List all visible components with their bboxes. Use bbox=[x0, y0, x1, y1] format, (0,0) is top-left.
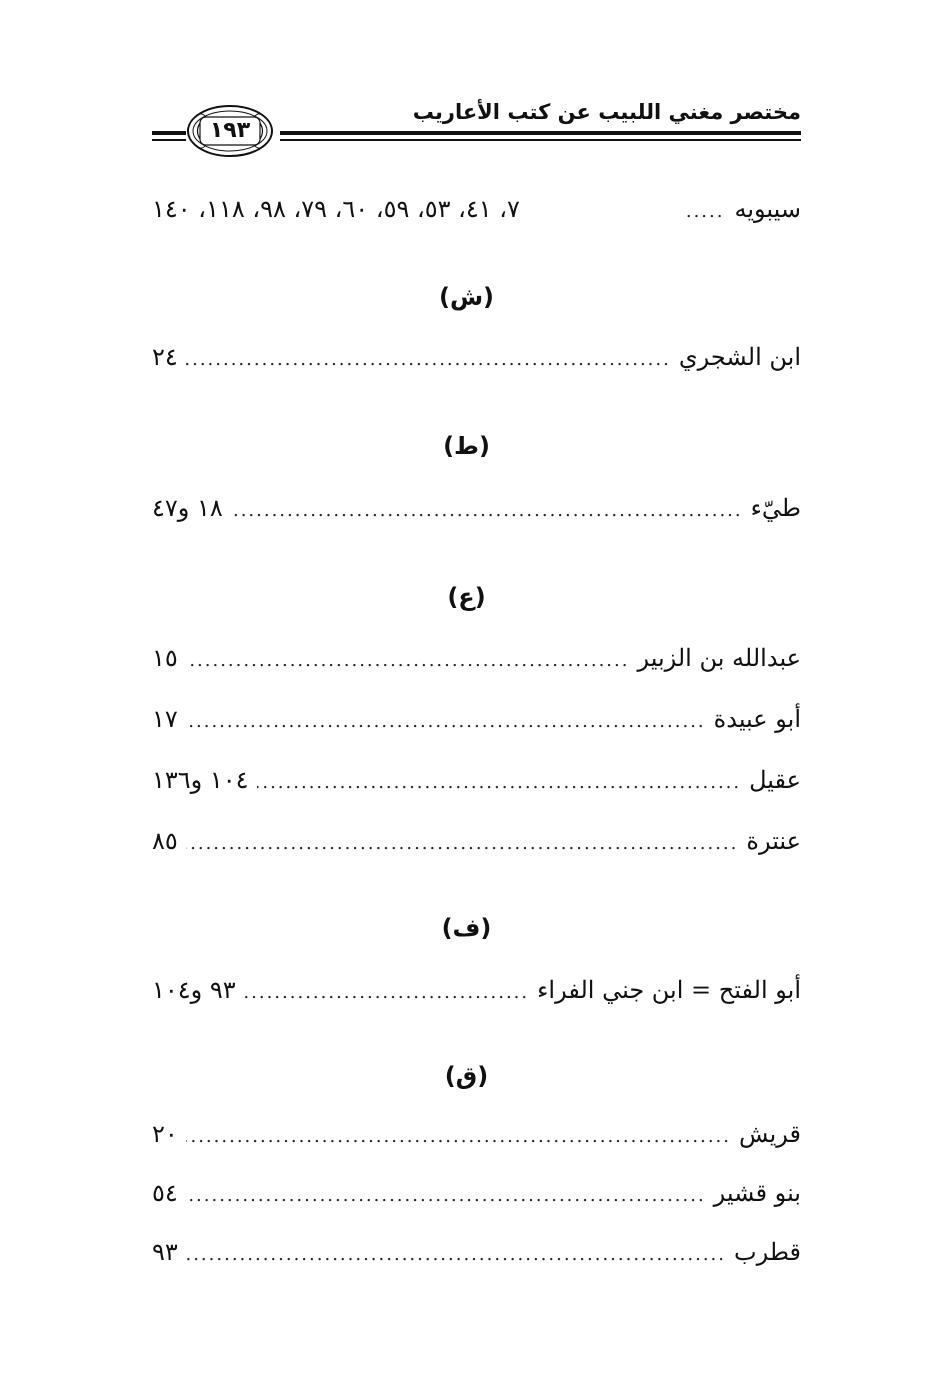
entry-pages: ٩٣ و١٠٤ bbox=[152, 976, 236, 1004]
entry-name: أبو الفتح = ابن جني الفراء bbox=[537, 976, 801, 1004]
entry-pages: ١٧ bbox=[152, 705, 178, 733]
entry-name: ابن الشجري bbox=[678, 343, 801, 371]
entry-pages: ٢٠ bbox=[152, 1120, 178, 1148]
entry-pages: ١٥ bbox=[152, 644, 178, 672]
leader-dots bbox=[186, 1126, 731, 1147]
leader-dots bbox=[186, 833, 739, 854]
index-entry bbox=[152, 494, 801, 534]
section-heading: (ش) bbox=[438, 283, 495, 311]
leader-dots bbox=[257, 772, 742, 793]
index-entry bbox=[152, 827, 801, 867]
leader-dots bbox=[186, 1244, 726, 1265]
entry-pages: ٢٤ bbox=[152, 343, 178, 371]
index-entry bbox=[152, 1120, 801, 1160]
running-header-title: مختصر مغني اللبيب عن كتب الأعاريب bbox=[412, 100, 801, 124]
entry-pages: ١٠٤ و١٣٦ bbox=[152, 766, 249, 794]
index-entry bbox=[152, 976, 801, 1016]
leader-dots bbox=[186, 349, 671, 370]
entry-name: سيبويه bbox=[734, 195, 801, 223]
leader-dots bbox=[186, 1185, 706, 1206]
page-number: ١٩٣ bbox=[209, 118, 251, 143]
index-entry bbox=[152, 705, 801, 745]
section-heading: (ط) bbox=[443, 432, 490, 460]
leader-dots bbox=[231, 500, 743, 521]
entry-name: عبدالله بن الزبير bbox=[637, 644, 801, 672]
entry-name: أبو عبيدة bbox=[713, 705, 801, 733]
header-rule-right-thick bbox=[280, 131, 801, 135]
entry-name: عقيل bbox=[749, 766, 801, 794]
entry-pages: ٩٣ bbox=[152, 1238, 178, 1266]
entry-name: عنترة bbox=[746, 827, 801, 855]
entry-name: طيّء bbox=[750, 494, 801, 522]
section-heading: (ع) bbox=[447, 583, 486, 611]
index-entry bbox=[152, 1238, 801, 1278]
section-heading: (ف) bbox=[441, 914, 492, 942]
leader-dots bbox=[686, 201, 725, 222]
leader-dots bbox=[244, 982, 529, 1003]
entry-name: بنو قشير bbox=[713, 1179, 801, 1207]
leader-dots bbox=[186, 711, 706, 732]
index-entry bbox=[152, 195, 801, 235]
index-entry bbox=[152, 766, 801, 806]
entry-pages: ٨٥ bbox=[152, 827, 178, 855]
page-number-badge bbox=[186, 104, 274, 158]
entry-name: قريش bbox=[739, 1120, 801, 1148]
header-rule-right-thin bbox=[280, 139, 801, 141]
leader-dots bbox=[186, 650, 630, 671]
index-entry bbox=[152, 1179, 801, 1219]
header-rule-left-thick bbox=[152, 131, 186, 135]
index-entry bbox=[152, 644, 801, 684]
section-heading: (ق) bbox=[444, 1062, 489, 1090]
header-rule-left-thin bbox=[152, 139, 186, 141]
entry-pages: ٧، ٤١، ٥٣، ٥٩، ٦٠، ٧٩، ٩٨، ١١٨، ١٤٠ bbox=[152, 195, 520, 223]
entry-name: قطرب bbox=[734, 1238, 801, 1266]
entry-pages: ٥٤ bbox=[152, 1179, 178, 1207]
entry-pages: ١٨ و٤٧ bbox=[152, 494, 223, 522]
index-entry bbox=[152, 343, 801, 383]
